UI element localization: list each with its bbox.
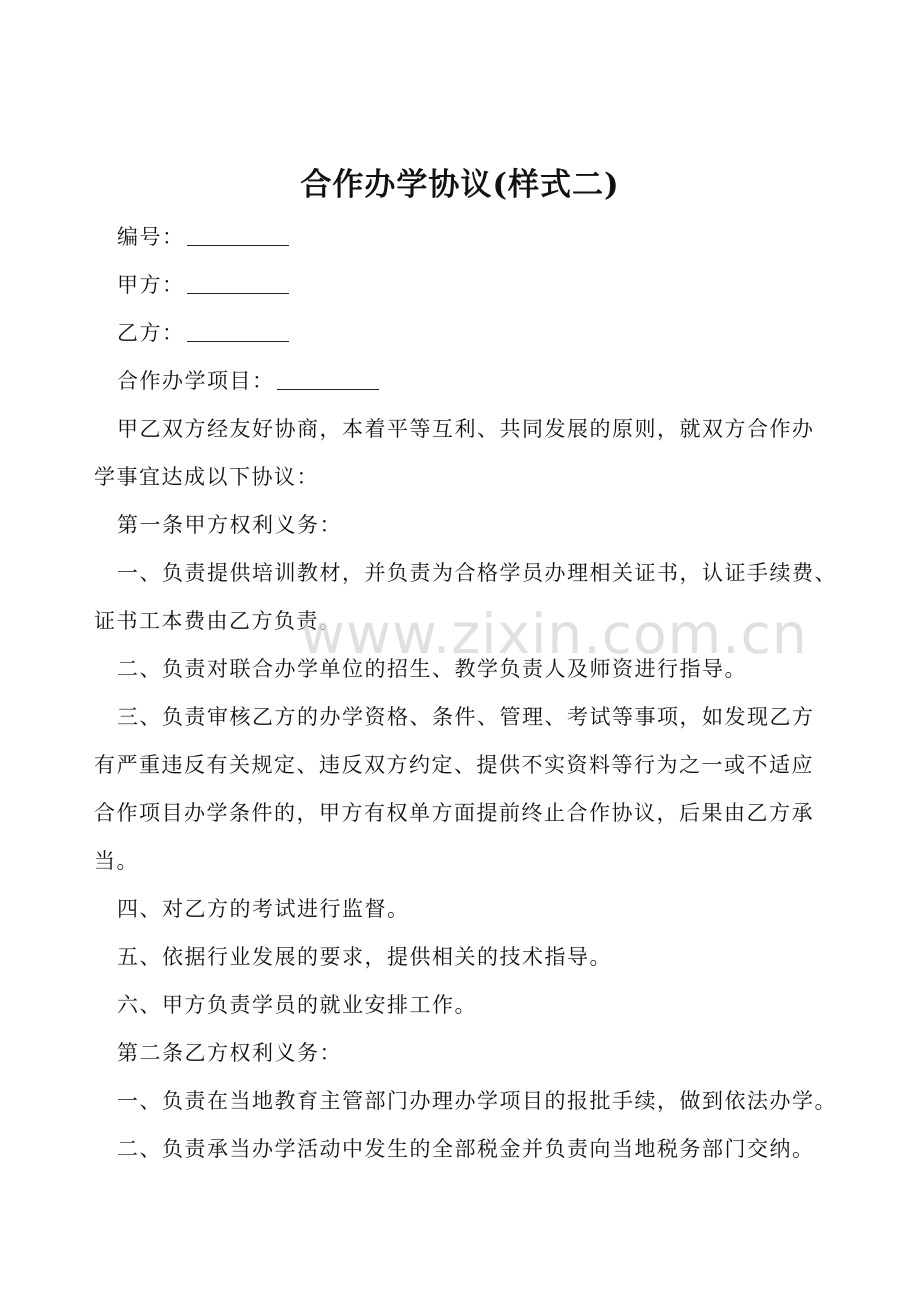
body-line: 甲乙双方经友好协商，本着平等互利、共同发展的原则，就双方合作办 bbox=[117, 417, 815, 441]
field-party-a-blank[interactable] bbox=[187, 271, 289, 294]
field-project bbox=[94, 366, 877, 396]
section-heading: 第二条乙方权利义务： bbox=[117, 1041, 342, 1065]
field-number bbox=[94, 222, 877, 252]
field-party-b-label: 乙方： bbox=[117, 321, 185, 345]
field-party-b bbox=[94, 318, 877, 348]
body-line: 当。 bbox=[94, 849, 139, 873]
body-line: 三、负责审核乙方的办学资格、条件、管理、考试等事项，如发现乙方 bbox=[117, 705, 815, 729]
body-line: 合作项目办学条件的，甲方有权单方面提前终止合作协议，后果由乙方承 bbox=[94, 801, 814, 825]
section-heading: 第一条甲方权利义务： bbox=[117, 513, 342, 537]
watermark: www.zixin.com.cn bbox=[300, 602, 808, 666]
field-party-b-blank[interactable] bbox=[187, 319, 289, 342]
body-line: 二、负责承当办学活动中发生的全部税金并负责向当地税务部门交纳。 bbox=[117, 1137, 815, 1161]
field-project-label: 合作办学项目： bbox=[117, 369, 275, 393]
body-line: 四、对乙方的考试进行监督。 bbox=[117, 897, 410, 921]
body-line: 二、负责对联合办学单位的招生、教学负责人及师资进行指导。 bbox=[117, 657, 747, 681]
body-line: 一、负责提供培训教材，并负责为合格学员办理相关证书，认证手续费、 bbox=[117, 561, 837, 585]
body-line: 学事宜达成以下协议： bbox=[94, 465, 319, 489]
body-line: 六、甲方负责学员的就业安排工作。 bbox=[117, 993, 477, 1017]
field-project-blank[interactable] bbox=[277, 367, 379, 390]
body-line: 五、依据行业发展的要求，提供相关的技术指导。 bbox=[117, 945, 612, 969]
field-number-blank[interactable] bbox=[187, 223, 289, 246]
document-title: 合作办学协议(样式二) bbox=[300, 167, 620, 203]
body-line: 一、负责在当地教育主管部门办理办学项目的报批手续，做到依法办学。 bbox=[117, 1089, 837, 1113]
field-party-a-label: 甲方： bbox=[117, 273, 185, 297]
body-line: 有严重违反有关规定、违反双方约定、提供不实资料等行为之一或不适应 bbox=[94, 753, 814, 777]
field-party-a bbox=[94, 270, 877, 300]
body-line: 证书工本费由乙方负责。 bbox=[94, 609, 342, 633]
field-number-label: 编号： bbox=[117, 225, 185, 249]
